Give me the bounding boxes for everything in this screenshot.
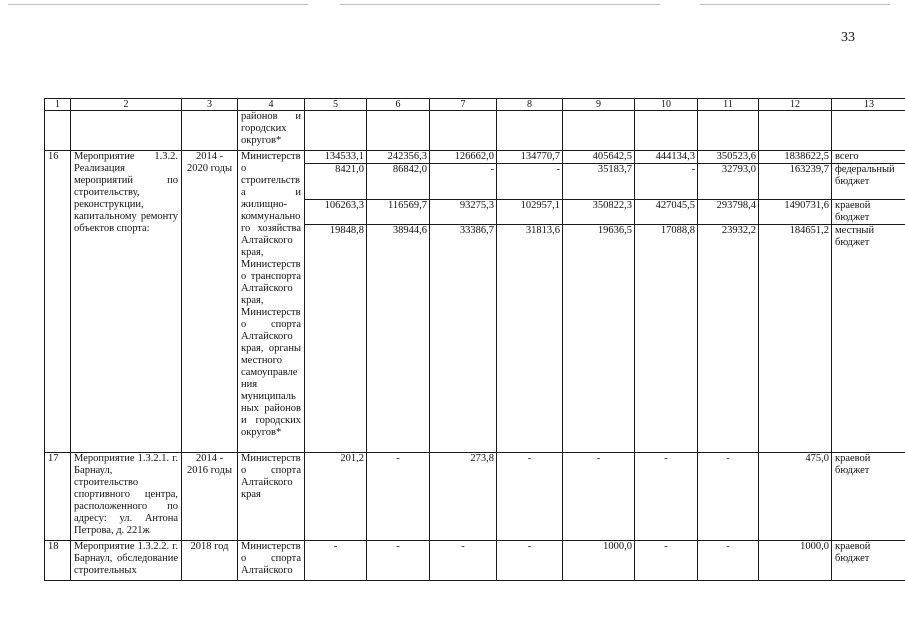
- value-cell: 350822,3: [563, 200, 635, 225]
- header-cell: 13: [832, 99, 905, 111]
- funding-source: краевой бюджет: [832, 200, 905, 225]
- value-cell: -: [635, 541, 698, 581]
- scan-artifact-line: [700, 4, 890, 5]
- table-row: [45, 151, 905, 164]
- header-cell: 5: [305, 99, 367, 111]
- value-cell: -: [430, 541, 497, 581]
- value-cell: 23932,2: [698, 225, 759, 453]
- value-cell: -: [497, 164, 563, 200]
- executor-cell: Министерство спорта Алтайского: [238, 541, 305, 581]
- value-cell: 8421,0: [305, 164, 367, 200]
- value-cell: 1000,0: [563, 541, 635, 581]
- value-cell: 163239,7: [759, 164, 832, 200]
- value-cell: 405642,5: [563, 151, 635, 164]
- header-cell: 9: [563, 99, 635, 111]
- header-cell: 12: [759, 99, 832, 111]
- measure-name: Мероприятие 1.3.2.1. г. Барнаул, строительство спортивного центра, расположенного по адресу: ул. Антона Петрова, д. 221ж: [71, 453, 182, 541]
- carry-over-row: [45, 111, 905, 151]
- executor-cell: районов и городских округов*: [238, 111, 305, 151]
- value-cell: 1000,0: [759, 541, 832, 581]
- header-cell: 10: [635, 99, 698, 111]
- funding-source: всего: [832, 151, 905, 164]
- value-cell: -: [698, 453, 759, 541]
- funding-source: местный бюджет: [832, 225, 905, 453]
- value-cell: -: [497, 541, 563, 581]
- value-cell: 444134,3: [635, 151, 698, 164]
- value-cell: 126662,0: [430, 151, 497, 164]
- value-cell: 33386,7: [430, 225, 497, 453]
- value-cell: 350523,6: [698, 151, 759, 164]
- value-cell: -: [698, 541, 759, 581]
- value-cell: 35183,7: [563, 164, 635, 200]
- value-cell: 1838622,5: [759, 151, 832, 164]
- value-cell: -: [497, 453, 563, 541]
- executor-cell: Министерство спорта Алтайского края: [238, 453, 305, 541]
- value-cell: 17088,8: [635, 225, 698, 453]
- period-cell: 2014 - 2020 годы: [182, 151, 238, 453]
- value-cell: 293798,4: [698, 200, 759, 225]
- header-cell: 7: [430, 99, 497, 111]
- page-number: 33: [841, 30, 855, 45]
- column-numbers-row: [45, 99, 905, 111]
- scan-artifact-line: [340, 4, 660, 5]
- value-cell: 201,2: [305, 453, 367, 541]
- value-cell: 86842,0: [367, 164, 430, 200]
- header-cell: 3: [182, 99, 238, 111]
- value-cell: -: [367, 541, 430, 581]
- executor-cell: Министерство строительства и жилищно-коммунального хозяйства Алтайского края, Министерство транспорта Алтайского края, Министерство спорта Алтайского края, органы местного самоуправления муниципальных районов и городских округов*: [238, 151, 305, 453]
- header-cell: 2: [71, 99, 182, 111]
- value-cell: 273,8: [430, 453, 497, 541]
- header-cell: 4: [238, 99, 305, 111]
- value-cell: 32793,0: [698, 164, 759, 200]
- funding-source: краевой бюджет: [832, 541, 905, 581]
- value-cell: -: [305, 541, 367, 581]
- header-cell: 1: [45, 99, 71, 111]
- value-cell: -: [635, 453, 698, 541]
- value-cell: 19636,5: [563, 225, 635, 453]
- row-number: 18: [45, 541, 71, 581]
- value-cell: 1490731,6: [759, 200, 832, 225]
- funding-source: краевой бюджет: [832, 453, 905, 541]
- value-cell: 93275,3: [430, 200, 497, 225]
- period-cell: 2018 год: [182, 541, 238, 581]
- value-cell: 116569,7: [367, 200, 430, 225]
- value-cell: -: [430, 164, 497, 200]
- value-cell: 31813,6: [497, 225, 563, 453]
- value-cell: 134770,7: [497, 151, 563, 164]
- value-cell: -: [635, 164, 698, 200]
- table-row: [45, 541, 905, 581]
- program-measures-table: [44, 98, 905, 581]
- value-cell: -: [563, 453, 635, 541]
- header-cell: 6: [367, 99, 430, 111]
- header-cell: 8: [497, 99, 563, 111]
- value-cell: 184651,2: [759, 225, 832, 453]
- period-cell: 2014 - 2016 годы: [182, 453, 238, 541]
- value-cell: 38944,6: [367, 225, 430, 453]
- value-cell: 242356,3: [367, 151, 430, 164]
- value-cell: 19848,8: [305, 225, 367, 453]
- funding-source: федеральный бюджет: [832, 164, 905, 200]
- row-number: 16: [45, 151, 71, 453]
- value-cell: 106263,3: [305, 200, 367, 225]
- value-cell: 134533,1: [305, 151, 367, 164]
- value-cell: -: [367, 453, 430, 541]
- row-number: 17: [45, 453, 71, 541]
- measure-name: Мероприятие 1.3.2.2. г. Барнаул, обследование строительных: [71, 541, 182, 581]
- value-cell: 475,0: [759, 453, 832, 541]
- measure-name: Мероприятие 1.3.2. Реализация мероприятий по строительству, реконструкции, капитальному ремонту объектов спорта:: [71, 151, 182, 453]
- header-cell: 11: [698, 99, 759, 111]
- value-cell: 427045,5: [635, 200, 698, 225]
- scan-artifact-line: [8, 4, 308, 5]
- value-cell: 102957,1: [497, 200, 563, 225]
- table-row: [45, 453, 905, 541]
